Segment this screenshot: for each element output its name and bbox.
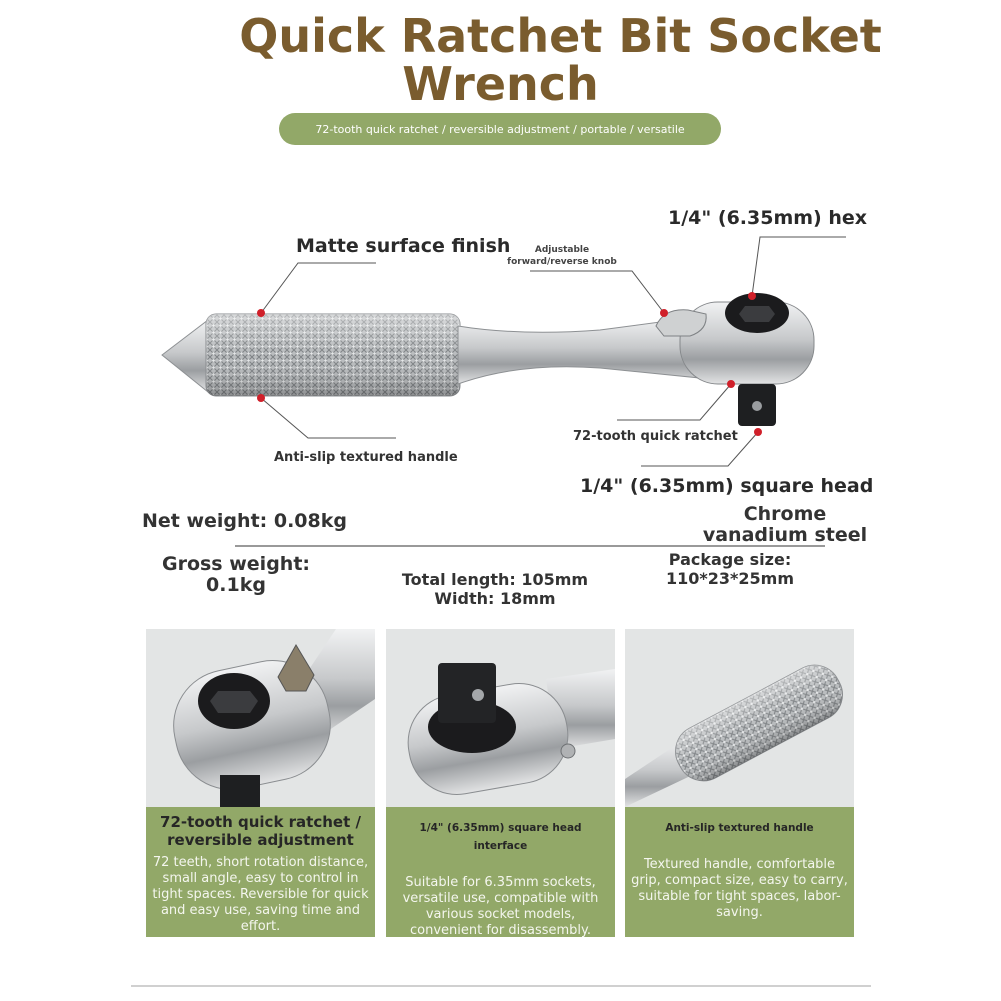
feature-card-title: Anti-slip textured handle xyxy=(665,822,814,834)
feature-card-square-band xyxy=(386,807,615,937)
tagline-pill: 72-tooth quick ratchet / reversible adjustment / portable / versatile xyxy=(279,113,721,145)
material-line1: Chrome xyxy=(743,503,827,525)
feature-card-handle-band xyxy=(625,807,854,937)
feature-card-handle xyxy=(625,629,854,937)
ratchet-closeup-photo xyxy=(146,629,375,807)
knob-label-line2: forward/reverse knob xyxy=(507,257,617,267)
length: Total length: 105mm xyxy=(401,570,589,589)
ratchet-label: 72-tooth quick ratchet xyxy=(573,429,738,444)
gross-line2: 0.1kg xyxy=(206,574,266,596)
page-title-line1: Quick Ratchet Bit Socket xyxy=(239,9,882,63)
feature-card-body: Textured handle, comfortable grip, compact size, easy to carry, suitable for tight spaces, labor-saving. xyxy=(631,857,848,920)
feature-card-ratchet-band xyxy=(146,807,375,937)
hex-label: 1/4" (6.35mm) hex xyxy=(668,207,868,229)
knob-label xyxy=(498,244,626,268)
material xyxy=(660,504,910,546)
feature-card-ratchet xyxy=(146,629,375,937)
package-line2: 110*23*25mm xyxy=(665,569,794,588)
square-head-photo xyxy=(386,629,615,807)
material-line2: vanadium steel xyxy=(702,524,868,546)
net-weight: Net weight: 0.08kg xyxy=(142,510,347,532)
package-line1: Package size: xyxy=(668,550,792,569)
gross-weight xyxy=(152,554,320,596)
feature-card-square-head xyxy=(386,629,615,937)
antislip-label: Anti-slip textured handle xyxy=(274,450,458,465)
feature-card-body: Suitable for 6.35mm sockets, versatile use, compatible with various socket models, convenient for disassembly. xyxy=(402,875,599,937)
bottom-divider xyxy=(131,985,871,987)
matte-finish-label: Matte surface finish xyxy=(296,235,511,257)
square-head-label: 1/4" (6.35mm) square head xyxy=(580,475,874,497)
feature-card-body: 72 teeth, short rotation distance, small angle, easy to control in tight spaces. Reversible for quick and easy use, saving time and effort. xyxy=(152,855,369,934)
knob-label-line1: Adjustable xyxy=(534,245,590,255)
page-title-line2: Wrench xyxy=(402,57,599,111)
feature-card-title: 72-tooth quick ratchet / reversible adjustment xyxy=(160,813,361,849)
dimensions xyxy=(390,570,600,608)
width: Width: 18mm xyxy=(434,589,556,608)
package-size xyxy=(640,550,820,588)
wrench-tip xyxy=(162,320,208,392)
textured-handle-photo xyxy=(625,629,854,807)
gross-line1: Gross weight: xyxy=(161,553,310,575)
feature-card-title: 1/4" (6.35mm) square head interface xyxy=(419,822,582,852)
